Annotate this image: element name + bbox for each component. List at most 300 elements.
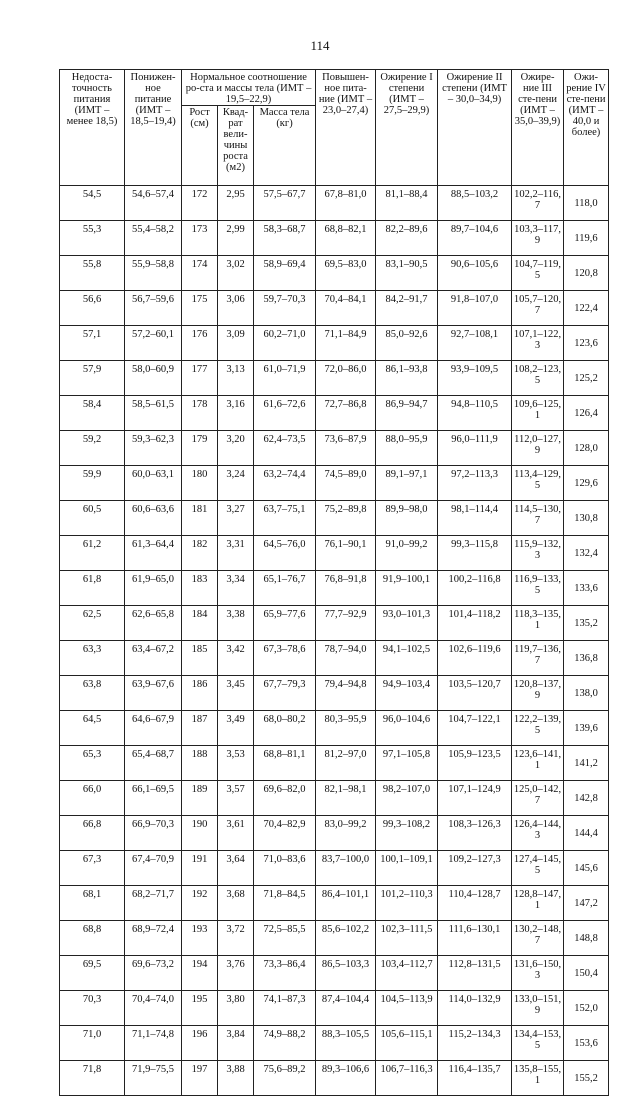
cell-undernutrition: 64,5 [60, 711, 125, 746]
cell-obesity-2: 101,4–118,2 [438, 606, 512, 641]
cell-increased-nutrition: 77,7–92,9 [316, 606, 376, 641]
cell-increased-nutrition: 79,4–94,8 [316, 676, 376, 711]
cell-reduced-nutrition: 61,9–65,0 [125, 571, 182, 606]
cell-obesity-4: 144,4 [564, 816, 609, 851]
table-row [60, 851, 609, 886]
cell-height-squared: 3,24 [218, 466, 254, 501]
cell-reduced-nutrition: 59,3–62,3 [125, 431, 182, 466]
table-row [60, 431, 609, 466]
cell-increased-nutrition: 88,3–105,5 [316, 1026, 376, 1061]
cell-height: 186 [182, 676, 218, 711]
cell-obesity-1: 99,3–108,2 [376, 816, 438, 851]
cell-body-mass: 64,5–76,0 [254, 536, 316, 571]
table-row [60, 221, 609, 256]
cell-height: 184 [182, 606, 218, 641]
cell-increased-nutrition: 69,5–83,0 [316, 256, 376, 291]
cell-obesity-3: 118,3–135,1 [512, 606, 564, 641]
cell-reduced-nutrition: 71,1–74,8 [125, 1026, 182, 1061]
cell-height-squared: 3,42 [218, 641, 254, 676]
cell-body-mass: 74,9–88,2 [254, 1026, 316, 1061]
cell-increased-nutrition: 83,7–100,0 [316, 851, 376, 886]
cell-body-mass: 75,6–89,2 [254, 1061, 316, 1096]
cell-undernutrition: 55,3 [60, 221, 125, 256]
cell-undernutrition: 65,3 [60, 746, 125, 781]
header-obesity-3: Ожире-ние III сте-пени (ИМТ – 35,0–39,9) [512, 70, 564, 186]
cell-body-mass: 67,3–78,6 [254, 641, 316, 676]
cell-body-mass: 57,5–67,7 [254, 186, 316, 221]
cell-obesity-3: 113,4–129,5 [512, 466, 564, 501]
cell-increased-nutrition: 81,2–97,0 [316, 746, 376, 781]
cell-increased-nutrition: 86,4–101,1 [316, 886, 376, 921]
cell-height-squared: 3,38 [218, 606, 254, 641]
cell-height: 180 [182, 466, 218, 501]
cell-height-squared: 3,34 [218, 571, 254, 606]
cell-height: 183 [182, 571, 218, 606]
cell-undernutrition: 71,8 [60, 1061, 125, 1096]
cell-increased-nutrition: 87,4–104,4 [316, 991, 376, 1026]
cell-height: 187 [182, 711, 218, 746]
cell-obesity-3: 104,7–119,5 [512, 256, 564, 291]
cell-undernutrition: 59,2 [60, 431, 125, 466]
cell-undernutrition: 66,0 [60, 781, 125, 816]
header-obesity-4: Ожи-рение IV сте-пени (ИМТ – 40,0 и более) [564, 70, 609, 186]
table-row [60, 816, 609, 851]
cell-obesity-1: 96,0–104,6 [376, 711, 438, 746]
table-row [60, 326, 609, 361]
cell-increased-nutrition: 68,8–82,1 [316, 221, 376, 256]
cell-undernutrition: 56,6 [60, 291, 125, 326]
cell-height: 188 [182, 746, 218, 781]
cell-height-squared: 3,80 [218, 991, 254, 1026]
cell-increased-nutrition: 78,7–94,0 [316, 641, 376, 676]
cell-height: 172 [182, 186, 218, 221]
cell-obesity-1: 86,9–94,7 [376, 396, 438, 431]
cell-height: 173 [182, 221, 218, 256]
cell-obesity-4: 129,6 [564, 466, 609, 501]
cell-obesity-4: 126,4 [564, 396, 609, 431]
cell-body-mass: 65,9–77,6 [254, 606, 316, 641]
cell-reduced-nutrition: 69,6–73,2 [125, 956, 182, 991]
cell-obesity-3: 102,2–116,7 [512, 186, 564, 221]
cell-obesity-3: 134,4–153,5 [512, 1026, 564, 1061]
cell-obesity-3: 119,7–136,7 [512, 641, 564, 676]
cell-obesity-2: 89,7–104,6 [438, 221, 512, 256]
cell-body-mass: 60,2–71,0 [254, 326, 316, 361]
cell-height-squared: 3,45 [218, 676, 254, 711]
cell-obesity-1: 81,1–88,4 [376, 186, 438, 221]
cell-reduced-nutrition: 64,6–67,9 [125, 711, 182, 746]
cell-obesity-3: 105,7–120,7 [512, 291, 564, 326]
cell-obesity-4: 133,6 [564, 571, 609, 606]
cell-obesity-4: 145,6 [564, 851, 609, 886]
cell-obesity-2: 110,4–128,7 [438, 886, 512, 921]
cell-height: 197 [182, 1061, 218, 1096]
cell-reduced-nutrition: 55,9–58,8 [125, 256, 182, 291]
cell-obesity-4: 118,0 [564, 186, 609, 221]
cell-reduced-nutrition: 66,1–69,5 [125, 781, 182, 816]
cell-increased-nutrition: 85,6–102,2 [316, 921, 376, 956]
cell-obesity-4: 120,8 [564, 256, 609, 291]
cell-reduced-nutrition: 66,9–70,3 [125, 816, 182, 851]
cell-height-squared: 3,88 [218, 1061, 254, 1096]
cell-height: 174 [182, 256, 218, 291]
cell-height: 193 [182, 921, 218, 956]
cell-obesity-1: 89,1–97,1 [376, 466, 438, 501]
cell-height-squared: 3,20 [218, 431, 254, 466]
cell-obesity-2: 111,6–130,1 [438, 921, 512, 956]
cell-obesity-1: 106,7–116,3 [376, 1061, 438, 1096]
cell-body-mass: 63,7–75,1 [254, 501, 316, 536]
cell-obesity-1: 102,3–111,5 [376, 921, 438, 956]
table-row [60, 746, 609, 781]
cell-undernutrition: 57,9 [60, 361, 125, 396]
cell-body-mass: 72,5–85,5 [254, 921, 316, 956]
cell-body-mass: 61,6–72,6 [254, 396, 316, 431]
cell-obesity-2: 109,2–127,3 [438, 851, 512, 886]
cell-obesity-1: 100,1–109,1 [376, 851, 438, 886]
cell-obesity-4: 130,8 [564, 501, 609, 536]
cell-obesity-1: 94,9–103,4 [376, 676, 438, 711]
cell-obesity-1: 104,5–113,9 [376, 991, 438, 1026]
cell-obesity-1: 85,0–92,6 [376, 326, 438, 361]
cell-undernutrition: 58,4 [60, 396, 125, 431]
cell-height-squared: 3,06 [218, 291, 254, 326]
cell-undernutrition: 63,8 [60, 676, 125, 711]
cell-obesity-3: 131,6–150,3 [512, 956, 564, 991]
cell-reduced-nutrition: 60,6–63,6 [125, 501, 182, 536]
cell-obesity-4: 148,8 [564, 921, 609, 956]
cell-obesity-3: 107,1–122,3 [512, 326, 564, 361]
cell-height: 179 [182, 431, 218, 466]
table-row [60, 711, 609, 746]
cell-height-squared: 3,84 [218, 1026, 254, 1061]
cell-reduced-nutrition: 54,6–57,4 [125, 186, 182, 221]
page-number: 114 [310, 38, 330, 53]
cell-obesity-1: 91,0–99,2 [376, 536, 438, 571]
cell-obesity-4: 139,6 [564, 711, 609, 746]
cell-height: 178 [182, 396, 218, 431]
cell-height-squared: 3,76 [218, 956, 254, 991]
cell-obesity-4: 155,2 [564, 1061, 609, 1096]
cell-increased-nutrition: 83,0–99,2 [316, 816, 376, 851]
cell-reduced-nutrition: 67,4–70,9 [125, 851, 182, 886]
cell-obesity-3: 120,8–137,9 [512, 676, 564, 711]
cell-obesity-4: 128,0 [564, 431, 609, 466]
cell-obesity-2: 92,7–108,1 [438, 326, 512, 361]
header-obesity-2: Ожирение II степени (ИМТ – 30,0–34,9) [438, 70, 512, 186]
cell-height: 196 [182, 1026, 218, 1061]
cell-height-squared: 3,57 [218, 781, 254, 816]
cell-obesity-1: 86,1–93,8 [376, 361, 438, 396]
cell-obesity-4: 153,6 [564, 1026, 609, 1061]
cell-undernutrition: 68,1 [60, 886, 125, 921]
cell-height: 182 [182, 536, 218, 571]
table-row [60, 676, 609, 711]
cell-reduced-nutrition: 55,4–58,2 [125, 221, 182, 256]
cell-obesity-2: 91,8–107,0 [438, 291, 512, 326]
cell-obesity-1: 93,0–101,3 [376, 606, 438, 641]
table-row [60, 536, 609, 571]
cell-height-squared: 3,09 [218, 326, 254, 361]
table-row [60, 571, 609, 606]
cell-height-squared: 3,53 [218, 746, 254, 781]
cell-increased-nutrition: 82,1–98,1 [316, 781, 376, 816]
cell-reduced-nutrition: 63,9–67,6 [125, 676, 182, 711]
header-body-mass: Масса тела (кг) [254, 106, 316, 186]
cell-obesity-3: 133,0–151,9 [512, 991, 564, 1026]
bmi-table [59, 69, 609, 1096]
cell-body-mass: 69,6–82,0 [254, 781, 316, 816]
cell-obesity-3: 114,5–130,7 [512, 501, 564, 536]
cell-body-mass: 58,3–68,7 [254, 221, 316, 256]
cell-height: 192 [182, 886, 218, 921]
cell-obesity-3: 125,0–142,7 [512, 781, 564, 816]
cell-reduced-nutrition: 63,4–67,2 [125, 641, 182, 676]
cell-obesity-1: 88,0–95,9 [376, 431, 438, 466]
cell-undernutrition: 54,5 [60, 186, 125, 221]
cell-height: 175 [182, 291, 218, 326]
header-undernutrition: Недоста-точность питания (ИМТ – менее 18,5) [60, 70, 125, 186]
cell-reduced-nutrition: 58,0–60,9 [125, 361, 182, 396]
cell-obesity-2: 104,7–122,1 [438, 711, 512, 746]
table-row [60, 1026, 609, 1061]
cell-undernutrition: 67,3 [60, 851, 125, 886]
table-row [60, 886, 609, 921]
cell-undernutrition: 66,8 [60, 816, 125, 851]
cell-body-mass: 74,1–87,3 [254, 991, 316, 1026]
cell-height: 177 [182, 361, 218, 396]
cell-body-mass: 65,1–76,7 [254, 571, 316, 606]
cell-obesity-4: 138,0 [564, 676, 609, 711]
cell-body-mass: 58,9–69,4 [254, 256, 316, 291]
cell-undernutrition: 71,0 [60, 1026, 125, 1061]
cell-height: 185 [182, 641, 218, 676]
cell-obesity-4: 132,4 [564, 536, 609, 571]
cell-obesity-2: 107,1–124,9 [438, 781, 512, 816]
cell-height: 176 [182, 326, 218, 361]
cell-height-squared: 3,64 [218, 851, 254, 886]
cell-increased-nutrition: 72,0–86,0 [316, 361, 376, 396]
cell-height-squared: 3,02 [218, 256, 254, 291]
cell-obesity-2: 105,9–123,5 [438, 746, 512, 781]
cell-obesity-1: 101,2–110,3 [376, 886, 438, 921]
cell-obesity-2: 102,6–119,6 [438, 641, 512, 676]
cell-reduced-nutrition: 68,9–72,4 [125, 921, 182, 956]
cell-obesity-1: 103,4–112,7 [376, 956, 438, 991]
header-normal-group: Нормальное соотношение ро-ста и массы тела (ИМТ – 19,5–22,9) [182, 70, 316, 106]
table-row [60, 501, 609, 536]
cell-reduced-nutrition: 70,4–74,0 [125, 991, 182, 1026]
cell-reduced-nutrition: 57,2–60,1 [125, 326, 182, 361]
cell-increased-nutrition: 73,6–87,9 [316, 431, 376, 466]
cell-reduced-nutrition: 68,2–71,7 [125, 886, 182, 921]
cell-height-squared: 2,99 [218, 221, 254, 256]
cell-reduced-nutrition: 60,0–63,1 [125, 466, 182, 501]
cell-obesity-2: 98,1–114,4 [438, 501, 512, 536]
cell-height: 190 [182, 816, 218, 851]
cell-body-mass: 61,0–71,9 [254, 361, 316, 396]
cell-undernutrition: 63,3 [60, 641, 125, 676]
cell-obesity-1: 94,1–102,5 [376, 641, 438, 676]
cell-obesity-2: 116,4–135,7 [438, 1061, 512, 1096]
cell-obesity-3: 115,9–132,3 [512, 536, 564, 571]
cell-obesity-4: 136,8 [564, 641, 609, 676]
cell-obesity-2: 99,3–115,8 [438, 536, 512, 571]
cell-obesity-3: 116,9–133,5 [512, 571, 564, 606]
cell-obesity-3: 109,6–125,1 [512, 396, 564, 431]
cell-obesity-2: 88,5–103,2 [438, 186, 512, 221]
cell-obesity-4: 119,6 [564, 221, 609, 256]
cell-height-squared: 3,72 [218, 921, 254, 956]
table-body [60, 186, 609, 1096]
cell-body-mass: 63,2–74,4 [254, 466, 316, 501]
table-row [60, 186, 609, 221]
cell-body-mass: 70,4–82,9 [254, 816, 316, 851]
cell-obesity-4: 141,2 [564, 746, 609, 781]
cell-undernutrition: 57,1 [60, 326, 125, 361]
cell-undernutrition: 61,8 [60, 571, 125, 606]
header-increased-nutrition: Повышен-ное пита-ние (ИМТ – 23,0–27,4) [316, 70, 376, 186]
cell-increased-nutrition: 70,4–84,1 [316, 291, 376, 326]
cell-height: 189 [182, 781, 218, 816]
cell-obesity-3: 128,8–147,1 [512, 886, 564, 921]
cell-obesity-3: 108,2–123,5 [512, 361, 564, 396]
cell-height: 195 [182, 991, 218, 1026]
cell-undernutrition: 59,9 [60, 466, 125, 501]
cell-obesity-4: 147,2 [564, 886, 609, 921]
cell-obesity-2: 114,0–132,9 [438, 991, 512, 1026]
cell-obesity-2: 90,6–105,6 [438, 256, 512, 291]
cell-body-mass: 68,8–81,1 [254, 746, 316, 781]
table-row [60, 921, 609, 956]
header-height: Рост (см) [182, 106, 218, 186]
cell-reduced-nutrition: 58,5–61,5 [125, 396, 182, 431]
cell-obesity-2: 100,2–116,8 [438, 571, 512, 606]
cell-body-mass: 62,4–73,5 [254, 431, 316, 466]
cell-increased-nutrition: 76,1–90,1 [316, 536, 376, 571]
cell-obesity-4: 125,2 [564, 361, 609, 396]
cell-height: 181 [182, 501, 218, 536]
cell-reduced-nutrition: 65,4–68,7 [125, 746, 182, 781]
cell-obesity-4: 123,6 [564, 326, 609, 361]
cell-obesity-1: 98,2–107,0 [376, 781, 438, 816]
table-row [60, 466, 609, 501]
cell-obesity-4: 135,2 [564, 606, 609, 641]
table-row [60, 956, 609, 991]
cell-height-squared: 3,61 [218, 816, 254, 851]
cell-obesity-1: 91,9–100,1 [376, 571, 438, 606]
cell-increased-nutrition: 72,7–86,8 [316, 396, 376, 431]
cell-height-squared: 3,16 [218, 396, 254, 431]
cell-undernutrition: 69,5 [60, 956, 125, 991]
table-row [60, 1061, 609, 1096]
cell-obesity-1: 83,1–90,5 [376, 256, 438, 291]
cell-obesity-3: 112,0–127,9 [512, 431, 564, 466]
table-row [60, 256, 609, 291]
cell-undernutrition: 55,8 [60, 256, 125, 291]
cell-obesity-4: 150,4 [564, 956, 609, 991]
cell-obesity-2: 94,8–110,5 [438, 396, 512, 431]
cell-obesity-2: 103,5–120,7 [438, 676, 512, 711]
cell-obesity-3: 126,4–144,3 [512, 816, 564, 851]
header-reduced-nutrition: Понижен-ное питание (ИМТ – 18,5–19,4) [125, 70, 182, 186]
cell-increased-nutrition: 89,3–106,6 [316, 1061, 376, 1096]
header-obesity-1: Ожирение I степени (ИМТ – 27,5–29,9) [376, 70, 438, 186]
cell-body-mass: 68,0–80,2 [254, 711, 316, 746]
table-row [60, 991, 609, 1026]
cell-obesity-3: 123,6–141,1 [512, 746, 564, 781]
cell-obesity-2: 108,3–126,3 [438, 816, 512, 851]
cell-height-squared: 3,68 [218, 886, 254, 921]
cell-obesity-2: 97,2–113,3 [438, 466, 512, 501]
cell-body-mass: 59,7–70,3 [254, 291, 316, 326]
table-row [60, 781, 609, 816]
cell-undernutrition: 62,5 [60, 606, 125, 641]
cell-undernutrition: 70,3 [60, 991, 125, 1026]
cell-undernutrition: 61,2 [60, 536, 125, 571]
cell-increased-nutrition: 67,8–81,0 [316, 186, 376, 221]
cell-obesity-2: 93,9–109,5 [438, 361, 512, 396]
cell-body-mass: 73,3–86,4 [254, 956, 316, 991]
cell-height-squared: 3,31 [218, 536, 254, 571]
cell-obesity-4: 152,0 [564, 991, 609, 1026]
cell-height-squared: 3,49 [218, 711, 254, 746]
cell-obesity-2: 96,0–111,9 [438, 431, 512, 466]
cell-obesity-1: 105,6–115,1 [376, 1026, 438, 1061]
cell-height-squared: 2,95 [218, 186, 254, 221]
table-row [60, 606, 609, 641]
cell-increased-nutrition: 76,8–91,8 [316, 571, 376, 606]
table-row [60, 291, 609, 326]
cell-obesity-4: 122,4 [564, 291, 609, 326]
cell-height: 194 [182, 956, 218, 991]
cell-obesity-3: 135,8–155,1 [512, 1061, 564, 1096]
table-row [60, 641, 609, 676]
cell-body-mass: 67,7–79,3 [254, 676, 316, 711]
cell-height: 191 [182, 851, 218, 886]
cell-reduced-nutrition: 71,9–75,5 [125, 1061, 182, 1096]
cell-increased-nutrition: 86,5–103,3 [316, 956, 376, 991]
cell-obesity-4: 142,8 [564, 781, 609, 816]
cell-body-mass: 71,0–83,6 [254, 851, 316, 886]
cell-reduced-nutrition: 62,6–65,8 [125, 606, 182, 641]
cell-obesity-3: 103,3–117,9 [512, 221, 564, 256]
cell-undernutrition: 60,5 [60, 501, 125, 536]
cell-increased-nutrition: 74,5–89,0 [316, 466, 376, 501]
cell-obesity-3: 127,4–145,5 [512, 851, 564, 886]
cell-undernutrition: 68,8 [60, 921, 125, 956]
cell-increased-nutrition: 75,2–89,8 [316, 501, 376, 536]
cell-height-squared: 3,27 [218, 501, 254, 536]
cell-increased-nutrition: 80,3–95,9 [316, 711, 376, 746]
cell-increased-nutrition: 71,1–84,9 [316, 326, 376, 361]
cell-obesity-3: 130,2–148,7 [512, 921, 564, 956]
cell-obesity-1: 84,2–91,7 [376, 291, 438, 326]
cell-reduced-nutrition: 56,7–59,6 [125, 291, 182, 326]
table-header [60, 70, 609, 186]
cell-obesity-2: 112,8–131,5 [438, 956, 512, 991]
cell-obesity-3: 122,2–139,5 [512, 711, 564, 746]
cell-body-mass: 71,8–84,5 [254, 886, 316, 921]
cell-obesity-1: 97,1–105,8 [376, 746, 438, 781]
header-height-squared: Квад-рат вели-чины роста (м2) [218, 106, 254, 186]
table-row [60, 396, 609, 431]
cell-reduced-nutrition: 61,3–64,4 [125, 536, 182, 571]
cell-obesity-1: 82,2–89,6 [376, 221, 438, 256]
cell-height-squared: 3,13 [218, 361, 254, 396]
table-row [60, 361, 609, 396]
cell-obesity-1: 89,9–98,0 [376, 501, 438, 536]
